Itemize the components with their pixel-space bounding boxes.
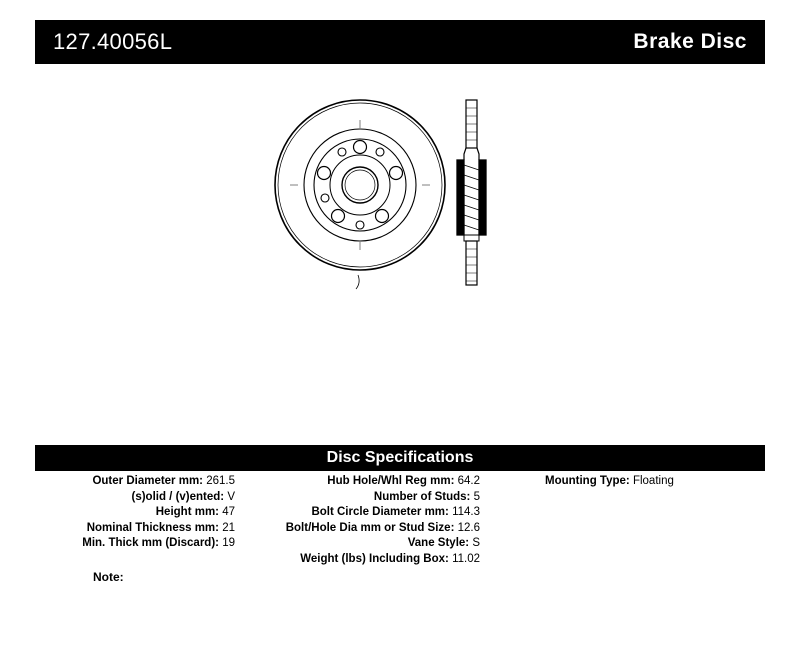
spec-row [250,552,480,568]
spec-column-right [545,474,765,490]
spec-value: 11.02 [452,552,480,565]
spec-label: (s)olid / (v)ented: [131,490,225,503]
spec-label: Outer Diameter mm: [92,475,204,487]
spec-value: 21 [222,521,235,534]
brake-rotor-side-section-view [457,100,486,285]
spec-label: Min. Thick mm (Discard): [82,537,219,549]
spec-value: V [227,490,235,503]
spec-value: 47 [222,506,235,518]
spec-row [250,536,480,552]
spec-value: 114.3 [452,506,480,518]
spec-label: Bolt/Hole Dia mm or Stud Size: [285,521,455,534]
spec-value: Floating [632,475,674,487]
product-title: Brake Disc [633,30,747,53]
spec-label: Height mm: [155,506,219,518]
note-label: Note: [93,570,124,584]
spec-label: Bolt Circle Diameter mm: [311,506,449,518]
brake-rotor-front-view [275,100,445,289]
spec-value: 261.5 [206,475,235,487]
spec-label: Weight (lbs) Including Box: [300,552,449,565]
spec-label: Nominal Thickness mm: [86,521,219,534]
spec-column-left [35,474,235,552]
spec-row [35,474,235,490]
spec-row [35,521,235,537]
spec-value: 12.6 [457,521,480,534]
spec-value: S [472,537,480,549]
spec-row [250,490,480,506]
spec-row [35,505,235,521]
spec-row [250,505,480,521]
spec-label: Hub Hole/Whl Reg mm: [327,475,455,487]
header-bar [35,20,765,64]
spec-value: 19 [222,537,235,549]
spec-label: Vane Style: [407,537,470,549]
spec-column-middle [250,474,480,567]
spec-row [250,474,480,490]
spec-row [35,490,235,506]
spec-row [545,474,765,490]
spec-value: 5 [473,490,480,503]
technical-drawing [250,80,570,300]
spec-row [35,536,235,552]
spec-value: 64.2 [457,475,480,487]
spec-label: Mounting Type: [545,475,630,487]
spec-label: Number of Studs: [373,490,471,503]
spec-row [250,521,480,537]
spec-section-title: Disc Specifications [35,445,765,471]
part-number: 127.40056L [53,29,173,54]
